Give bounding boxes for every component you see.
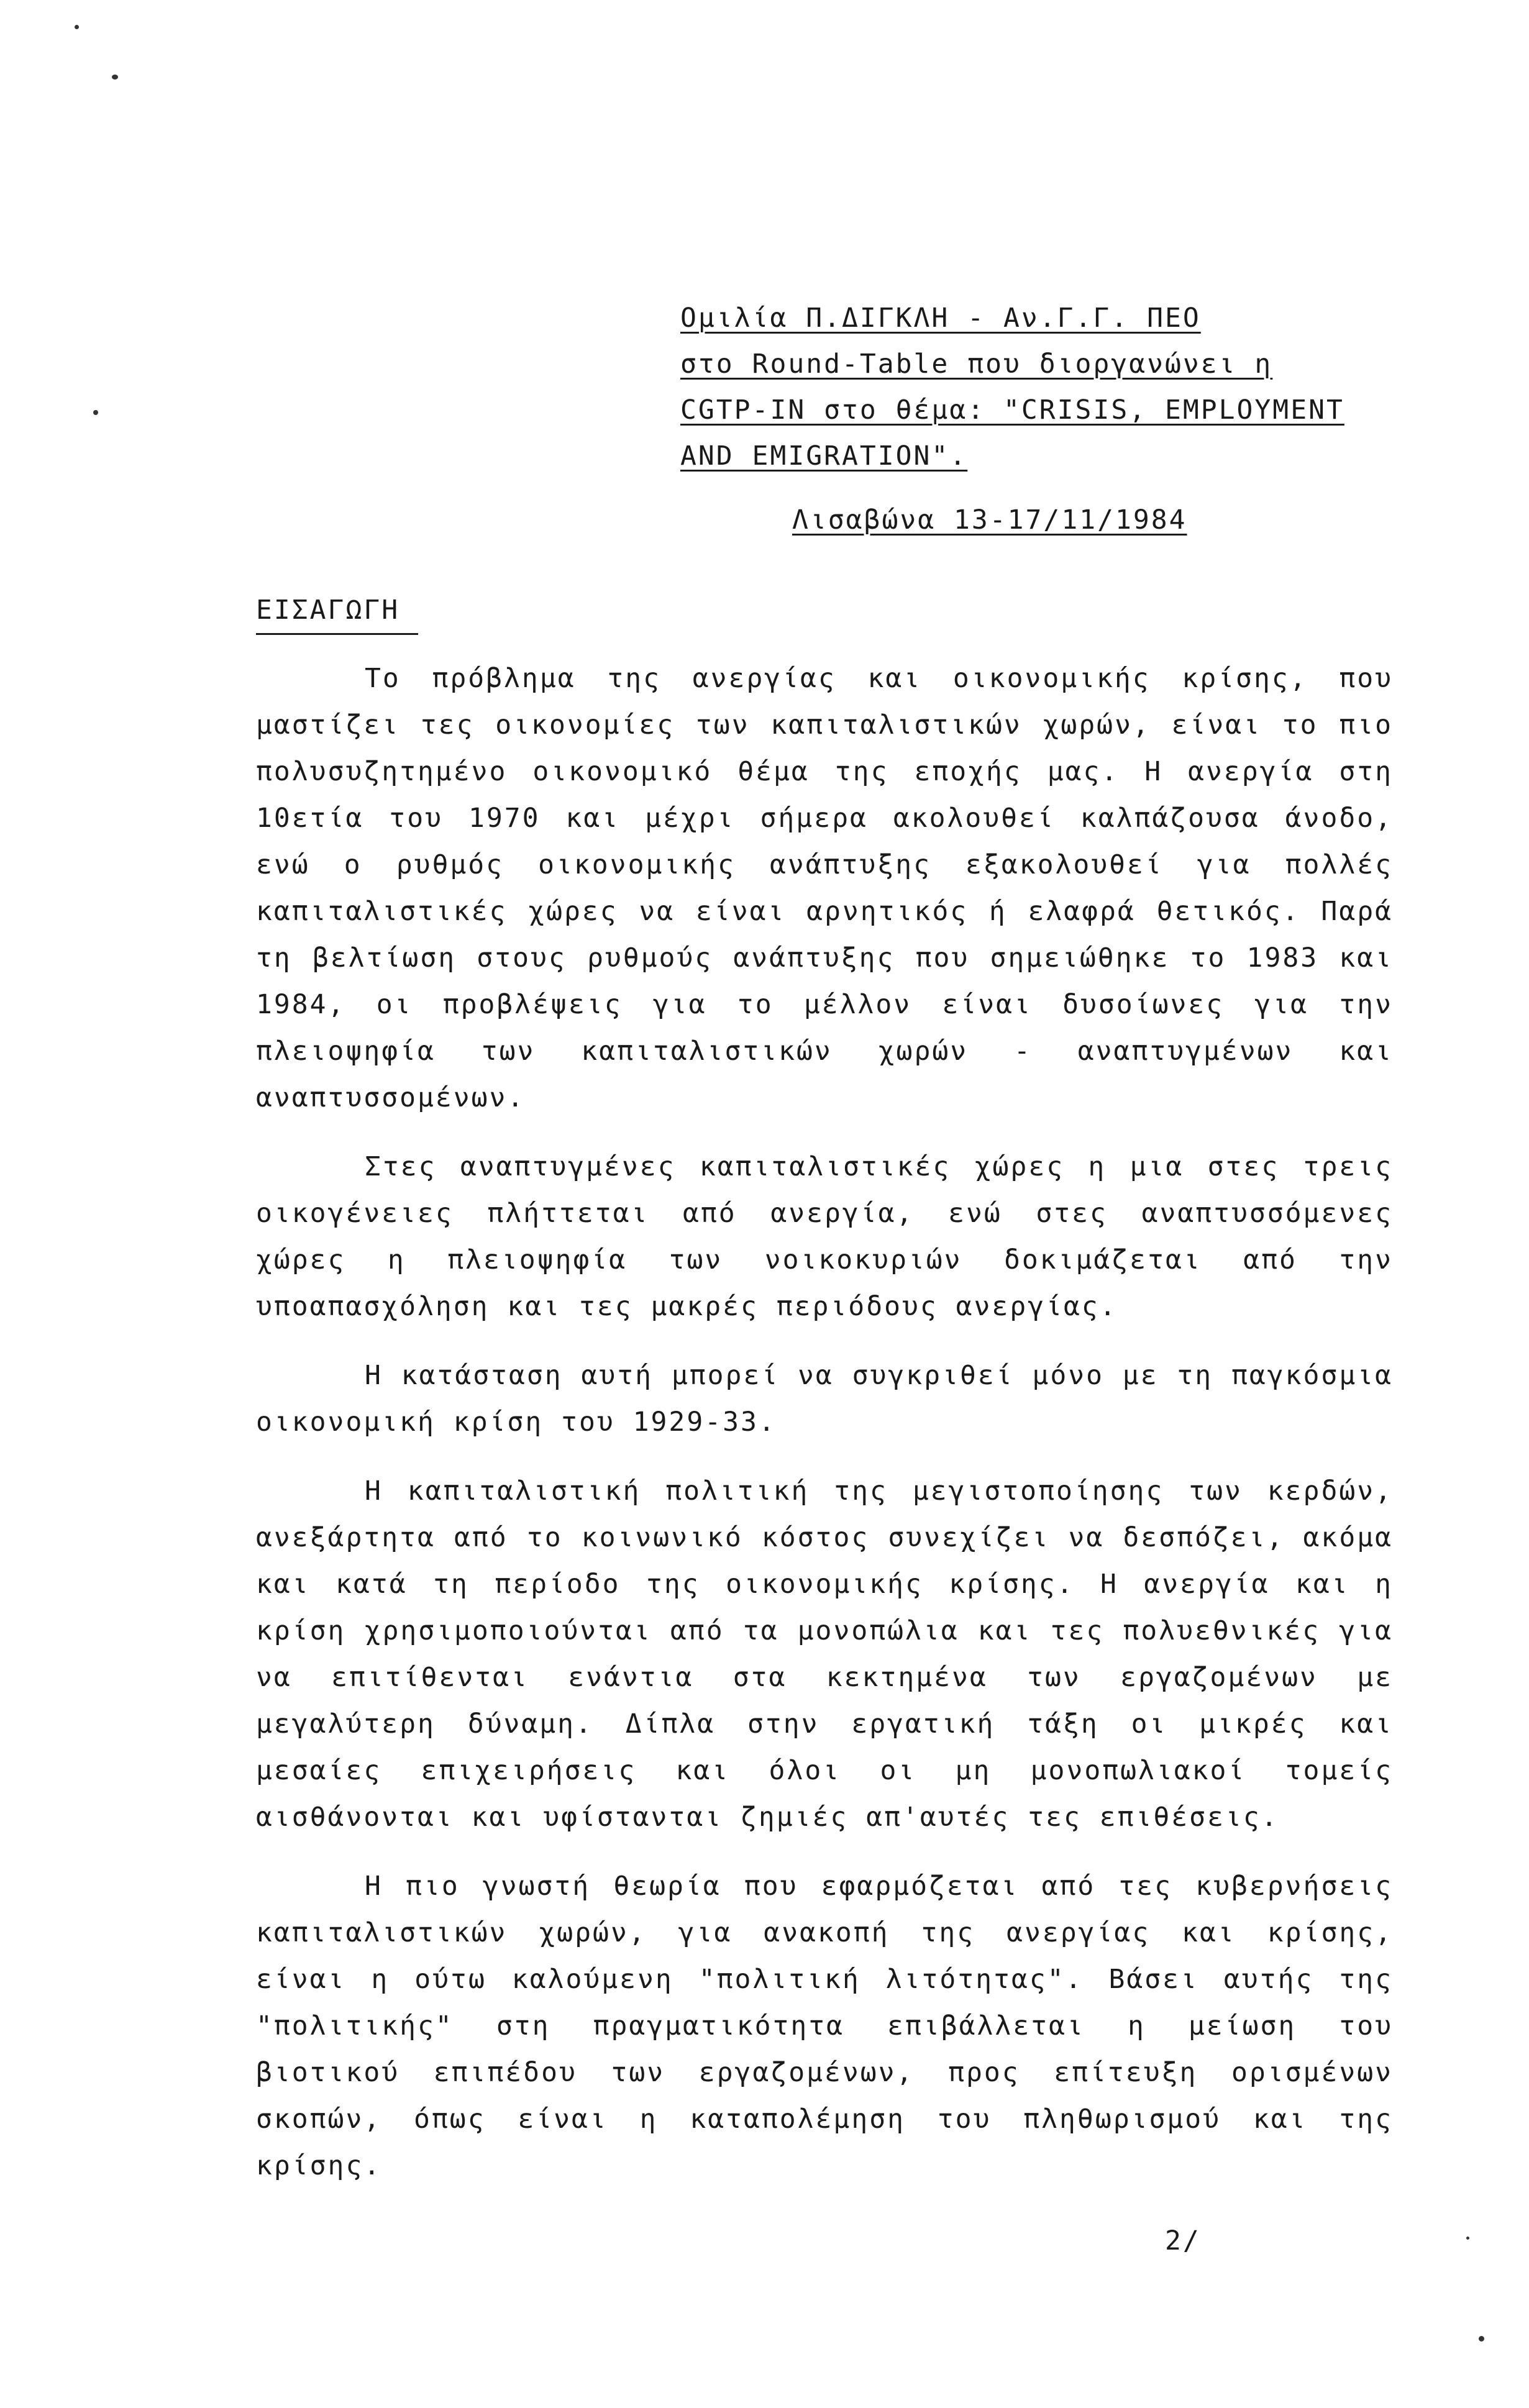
header-line-4: AND EMIGRATION". <box>680 440 968 472</box>
header-line-2: στο Round-Table που διοργανώνει η <box>680 349 1273 380</box>
paragraph-5: Η πιο γνωστή θεωρία που εφαρμόζεται από τες κυβερνήσεις καπιταλιστικών χωρών, για ανακοπή της ανεργίας και κρίσης, είναι η ούτω καλούμενη "πολιτική λιτότητας". Βάσει αυτής της "πολιτικής" στη πραγματικότητα επιβάλλεται η μείωση του βιοτικού επιπέδου των εργαζομένων, προς επίτευξη ορισμένων σκοπών, όπως είναι η καταπολέμηση του πληθωρισμού και της κρίσης. <box>256 1871 1393 2181</box>
scan-speck <box>93 410 98 415</box>
header-line-1: Ομιλία Π.ΔΙΓΚΛΗ - Αν.Γ.Γ. ΠΕΟ <box>680 303 1201 334</box>
paragraph-1: Το πρόβλημα της ανεργίας και οικονομικής κρίσης, που μαστίζει τες οικονομίες των καπιταλιστικών χωρών, είναι το πιο πολυσυζητημένο οικονομικό θέμα της εποχής μας. Η ανεργία στη 10ετία του 1970 και μέχρι σήμερα ακολουθεί καλπάζουσα άνοδο, ενώ ο ρυθμός οικονομικής ανάπτυξης εξακολουθεί για πολλές καπιταλιστικές χώρες να είναι αρνητικός ή ελαφρά θετικός. Παρά τη βελτίωση στους ρυθμούς ανάπτυξης που σημειώθηκε το 1983 και 1984, οι προβλέψεις για το μέλλον είναι δυσοίωνες για την πλειοψηφία των καπιταλιστικών χωρών - αναπτυγμένων και αναπτυσσομένων. <box>256 663 1393 1113</box>
speech-header <box>680 295 1457 479</box>
scan-speck <box>75 25 79 29</box>
body-text <box>256 655 1393 2189</box>
paragraph-3: Η κατάσταση αυτή μπορεί να συγκριθεί μόνο με τη παγκόσμια οικονομική κρίση του 1929-33. <box>256 1360 1393 1438</box>
section-title: ΕΙΣΑΓΩΓΗ <box>256 587 418 635</box>
place-date: Λισαβώνα 13-17/11/1984 <box>792 504 1187 536</box>
paragraph-2: Στες αναπτυγμένες καπιταλιστικές χώρες η μια στες τρεις οικογένειες πλήττεται από ανεργία, ενώ στες αναπτυσσόμενες χώρες η πλειοψηφία των νοικοκυριών δοκιμάζεται από την υποαπασχόληση και τες μακρές περιόδους ανεργίας. <box>256 1151 1393 1322</box>
page-number: 2/ <box>1165 2225 1201 2256</box>
scan-speck <box>112 75 118 80</box>
header-line-3: CGTP-IN στο θέμα: "CRISIS, EMPLOYMENT <box>680 394 1344 426</box>
paragraph-4: Η καπιταλιστική πολιτική της μεγιστοποίησης των κερδών, ανεξάρτητα από το κοινωνικό κόστος συνεχίζει να δεσπόζει, ακόμα και κατά τη περίοδο της οικονομικής κρίσης. Η ανεργία και η κρίση χρησιμοποιούνται από τα μονοπώλια και τες πολυεθνικές για να επιτίθενται ενάντια στα κεκτημένα των εργαζομένων με μεγαλύτερη δύναμη. Δίπλα στην εργατική τάξη οι μικρές και μεσαίες επιχειρήσεις και όλοι οι μη μονοπωλιακοί τομείς αισθάνονται και υφίστανται ζημιές απ'αυτές τες επιθέσεις. <box>256 1475 1393 1833</box>
scan-speck <box>1479 2336 1484 2342</box>
scan-speck <box>1466 2237 1469 2240</box>
